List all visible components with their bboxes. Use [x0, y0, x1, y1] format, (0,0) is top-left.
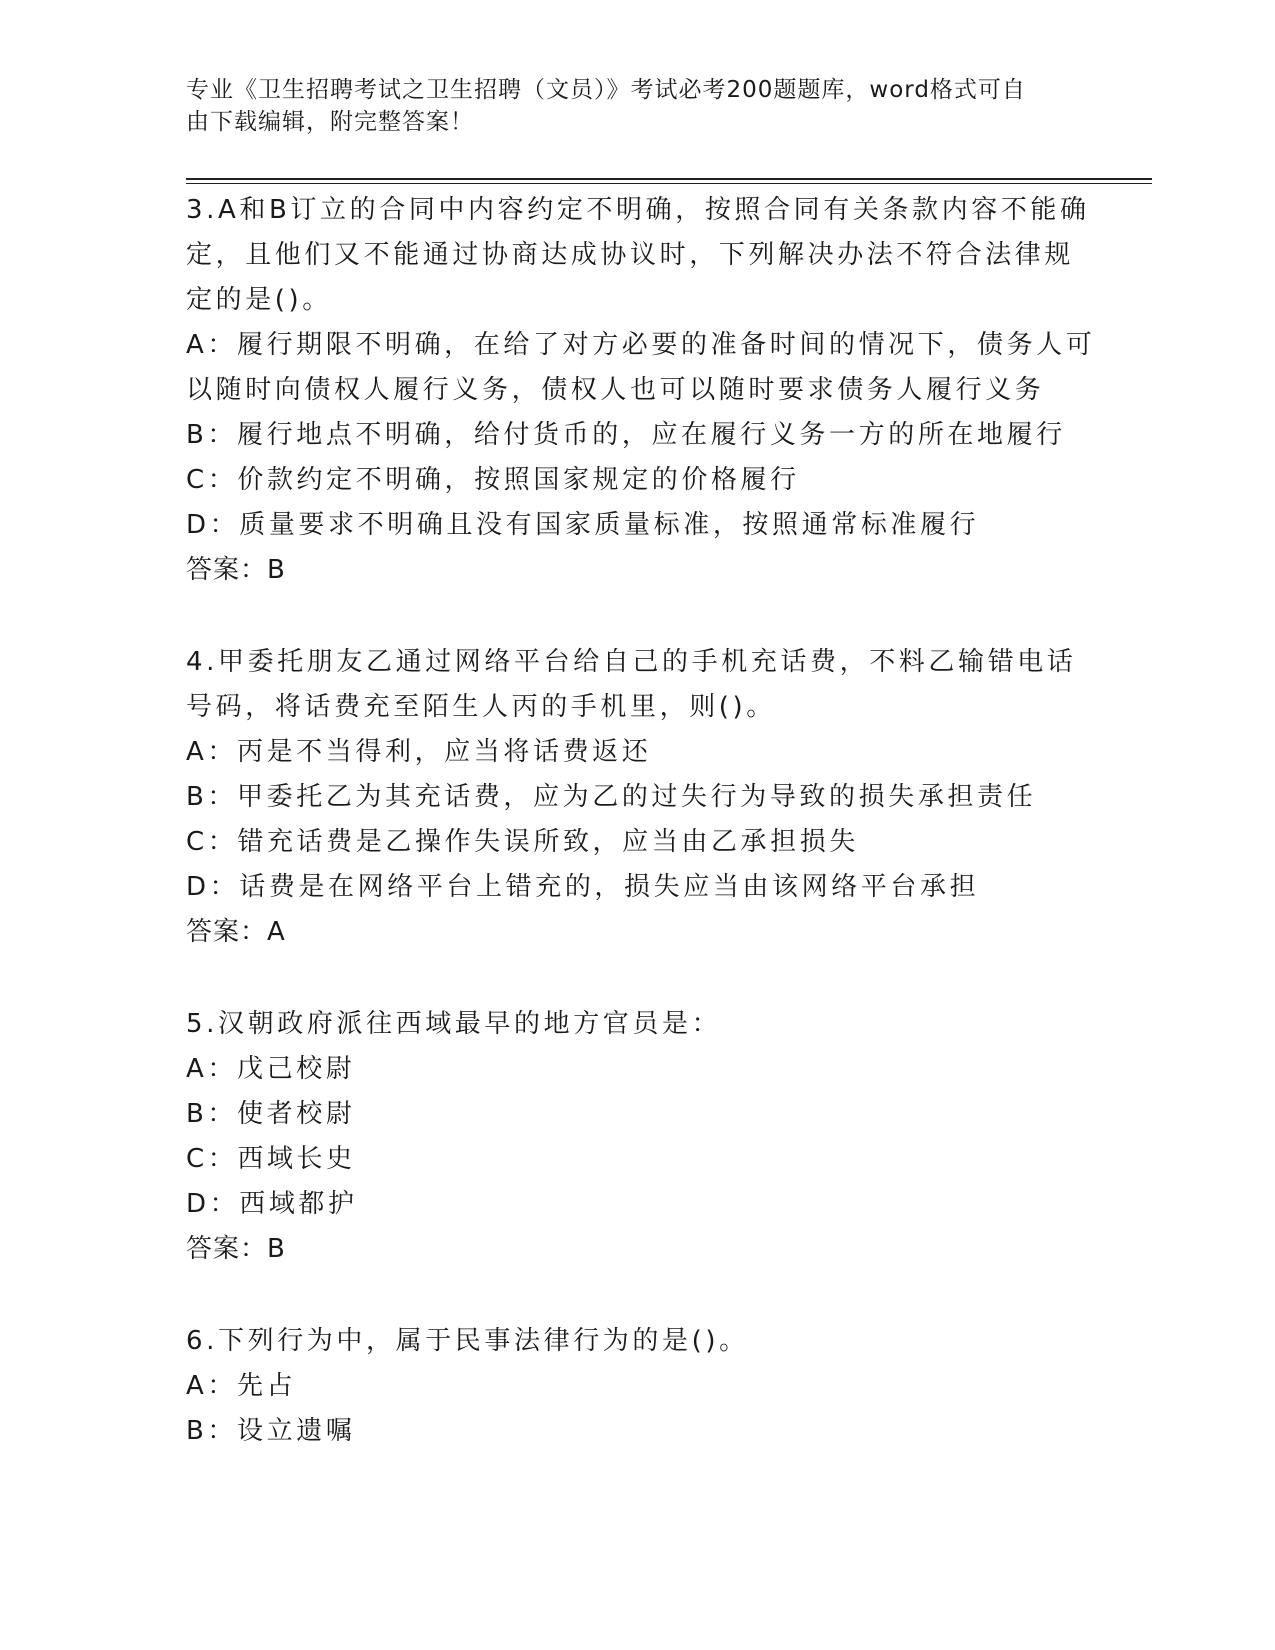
- answer: 答案：B: [186, 555, 286, 585]
- answer: 答案：A: [186, 917, 286, 947]
- question-stem: [186, 1002, 1086, 1047]
- stem-line: 6.下列行为中，属于民事法律行为的是()。: [186, 1326, 749, 1356]
- option-line: 以随时向债权人履行义务，债权人也可以随时要求债务人履行义务: [186, 375, 1045, 405]
- header-divider-thick: [186, 178, 1152, 180]
- option-d: [186, 1182, 1086, 1227]
- option-line: B：使者校尉: [186, 1099, 356, 1129]
- question-list: [186, 188, 1096, 1501]
- question-stem: [186, 1319, 1086, 1364]
- question-stem: [186, 640, 1086, 730]
- option-line: A：先占: [186, 1371, 297, 1401]
- question-3: [186, 188, 1096, 593]
- option-b: [186, 413, 1086, 458]
- option-line: B：设立遗嘱: [186, 1416, 356, 1446]
- option-line: D：西域都护: [186, 1189, 358, 1219]
- stem-line: 5.汉朝政府派往西域最早的地方官员是：: [186, 1009, 722, 1039]
- stem-line: 3.A和B订立的合同中内容约定不明确，按照合同有关条款内容不能确: [186, 195, 1090, 225]
- header-line-2: 由下载编辑，附完整答案！: [186, 109, 474, 135]
- stem-line: 号码，将话费充至陌生人丙的手机里，则()。: [186, 692, 776, 722]
- option-d: [186, 503, 1086, 548]
- stem-line: 定，且他们又不能通过协商达成协议时，下列解决办法不符合法律规: [186, 240, 1075, 270]
- document-header: [186, 74, 1066, 138]
- option-line: B：甲委托乙为其充话费，应为乙的过失行为导致的损失承担责任: [186, 782, 1037, 812]
- option-b: [186, 775, 1086, 820]
- option-line: D：质量要求不明确且没有国家质量标准，按照通常标准履行: [186, 510, 980, 540]
- option-c: [186, 458, 1086, 503]
- header-divider-thin: [186, 183, 1152, 184]
- option-line: A：履行期限不明确，在给了对方必要的准备时间的情况下，债务人可: [186, 330, 1096, 360]
- option-line: B：履行地点不明确，给付货币的，应在履行义务一方的所在地履行: [186, 420, 1066, 450]
- option-line: C：西域长史: [186, 1144, 356, 1174]
- option-line: C：错充话费是乙操作失误所致，应当由乙承担损失: [186, 827, 859, 857]
- question-stem: [186, 188, 1090, 323]
- option-c: [186, 1137, 1086, 1182]
- option-line: A：丙是不当得利，应当将话费返还: [186, 737, 652, 767]
- option-a: [186, 1047, 1086, 1092]
- stem-line: 4.甲委托朋友乙通过网络平台给自己的手机充话费，不料乙输错电话: [186, 647, 1077, 677]
- option-line: C：价款约定不明确，按照国家规定的价格履行: [186, 465, 800, 495]
- option-a: [186, 1364, 1086, 1409]
- option-c: [186, 820, 1086, 865]
- option-a: [186, 323, 1096, 413]
- option-line: A：戊己校尉: [186, 1054, 356, 1084]
- question-5: [186, 1002, 1086, 1272]
- option-b: [186, 1409, 1086, 1454]
- option-b: [186, 1092, 1086, 1137]
- question-6: [186, 1319, 1086, 1454]
- header-line-1: 专业《卫生招聘考试之卫生招聘（文员）》考试必考200题题库，word格式可自: [186, 77, 1026, 103]
- option-d: [186, 865, 1086, 910]
- option-line: D：话费是在网络平台上错充的，损失应当由该网络平台承担: [186, 872, 980, 902]
- question-4: [186, 640, 1086, 955]
- stem-line: 定的是()。: [186, 285, 332, 315]
- answer: 答案：B: [186, 1234, 286, 1264]
- option-a: [186, 730, 1086, 775]
